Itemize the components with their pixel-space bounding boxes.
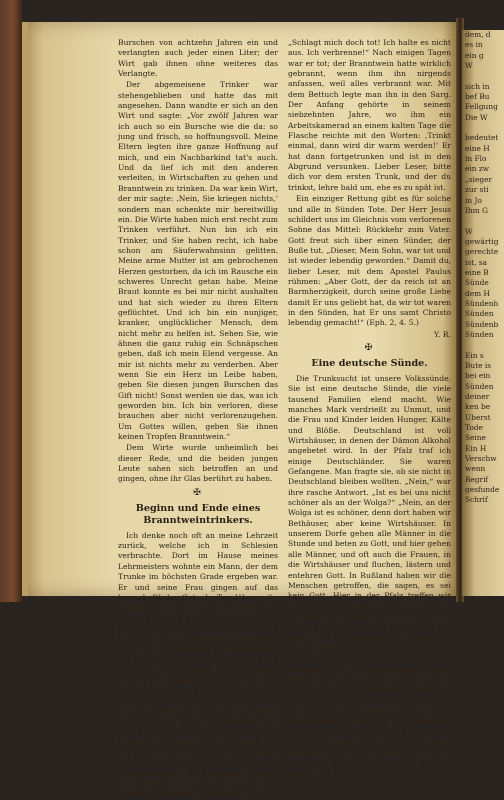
right-page-text-fragment: gerechte	[465, 247, 499, 257]
right-page-text-fragment: Ein s	[465, 350, 484, 360]
text-paragraph: „Schlagt mich doch tot! Ich halte es nicht aus. Ich verbrenne!“ Nach einigen Tagen war er tot; der Branntwein hatte wirklich gebrannt, wenn ihm ihn nirgends anfassen, weil alles verbrannt war. Mit dem Bettuch legte man ihn in den Sarg. Der Anfang gehörte in seinem siebzehnten Jahre, wo ihm ein Arbeitskamerad an einem kalten Tage die Flasche reichte mit den Worten: ‚Trinkt einmal, dann wird dir warm werden!‘ Er hat dann fortgetrunken und ist in den Abgrund versunken. Lieber Leser, bitte dich vor dem ersten Trunk, und der du trinkst, lehre bald um, ehe es zu spät ist.	[288, 38, 451, 192]
right-page-text-fragment: Sündenb	[465, 319, 499, 329]
right-page-text-fragment: zur sti	[465, 185, 489, 195]
right-page-text-fragment: Sünden	[465, 381, 494, 391]
text-paragraph: Ob es ein Verbrechen, daß in Deutschland so viel Geld zum Vermögen gegeben werden ist. Die Mütter und Kinder hungern, und die Trinker berauschen sich mit dem Brote der Armen. O, welche Schande! Wie feierlich spricht der Prophet: „Wehe	[288, 706, 451, 779]
text-paragraph: Burschen von achtzehn Jahren ein und verlangten auch jeder einen Liter; der Wirt gab ihnen ohne weiteres das Verlangte.	[118, 38, 278, 79]
right-page-text-fragment	[462, 216, 504, 226]
book-cover-edge	[0, 0, 22, 602]
author-signature: Y. R.	[434, 329, 451, 339]
section-separator: ✠	[193, 487, 203, 498]
right-page-text-fragment: ein zw	[465, 164, 490, 174]
right-page-text-fragment: Die W	[465, 112, 488, 122]
page-edge-strip	[22, 22, 28, 596]
right-page-text-fragment: deiner	[465, 392, 490, 402]
right-page-text-fragment: es in	[465, 40, 483, 50]
right-page-text-fragment: Sünden	[465, 309, 494, 319]
right-page-text-fragment: Ihm G	[465, 205, 488, 215]
right-page-text-fragment: Sündenh	[465, 298, 499, 308]
text-paragraph: Die Trunksucht ist unsere Volkssünde. Sie ist eine deutsche Sünde, die viele tausend Familien elend macht. Wie manches Mark verdrießt zu Unmut, und die Frau und Kinder leiden Hunger, Kälte und Blöße. Deutschland ist voll Wirtshäuser, in denen der Dämon Alkohol angebetet wird. In der Pfalz traf ich einige Deutschländer. Sie waren Gefangene. Man fragte sie, ob sie nicht in Deutschland bleiben wollten. „Nein,“ war ihre rasche Antwort. „Ist es bei uns nicht schöner als an der Wolga?“ „Nein, an der Wolga ist es schöner, denn dort haben wir Bethäuser, aber keine Wirtshäuser. In unserem Dorfe gehen alle Männer in die Stunde und beten zu Gott, und hier gehen alle Männer, und oft auch die Frauen, in die Wirtshäuser und fluchen, lästern und entehren Gott. In Rußland haben wir die Menschen getroffen, die sagen, es sei kein Gott. Hier in der Pfalz treffen wir Leute, die verlachen Gebet und Bibellesen und sagen, es sei kein Gott. Unter diesem Volke, das keinen Gott hat und in den Wirtshäusern lebt, wollen wir nicht wohnen.“	[288, 373, 451, 652]
right-page-text-fragment: ken be	[465, 402, 491, 412]
text-paragraph: Ich denke noch oft an meine Lehrzeit zurück, welche ich in Schlesien verbrachte. Dort im Hause meines Lehrmeisters wohnte ein Mann, der dem Trunke im höchsten Grade ergeben war. Er und seine Frau gingen auf das herrschaftliche Gut als Tagelöhner, ihr einziges Kind mußte inzwischen bei anderen Leuten untergebracht werden. Die Frau mußte vor ihrem Manne allen Keller, Stall und Wohnung verschließen; nicht war ihm zu gering oder zu wertvoll, um es für Branntwein herzugeben. Noch oft sehe ich die Tränen der Frau, wenn es ihm doch gelungen war, die Tür zu erbrechen oder durchs Fenster zu steigen, um irgend etwas zu erhaschen, selbst die Betten gab er für das Getränk dahin. Wie es kurz zu bezeichnen: So war ein schrecklichst Elend in dieser Familie. Da wurde der Mann krank und lag zu Bette, und nach einigen Tagen starb er unter seiner Frau im Säuferwahnsinn. Wir Lehrlinge schliefen über seiner Wohnung, da hörten wir zu unserem Entsetzen ihn überlaut bitten:	[118, 530, 278, 799]
right-page-text-fragment: Sünden	[465, 329, 494, 339]
right-page-text-fragment: Fellgung	[465, 102, 498, 112]
right-page-text-fragment: eine H	[465, 143, 490, 153]
right-page-text-fragment	[462, 123, 504, 133]
middle-text-column	[288, 38, 451, 779]
right-page-text-fragment: Tode	[465, 423, 483, 433]
right-page-text-fragment: dem, d	[465, 30, 491, 39]
text-paragraph: Welchen Vaterlandsfreund muß diese Geständnis der Kriegsgefangenen nicht weh tun! Gott sei es geklagt, unser Volk ist an den Trunk verkauft. Durch den Alkohol bekundet sich der Deutsche.	[288, 654, 451, 705]
right-page-text-fragment: Schrif	[465, 495, 488, 505]
right-page-text-fragment: „sieger	[465, 174, 492, 184]
left-text-column	[118, 38, 278, 799]
right-page-text-fragment: W	[465, 226, 473, 236]
right-page-text-fragment: in Flo	[465, 154, 487, 164]
right-page-text-fragment	[462, 340, 504, 350]
right-page-text-fragment: gesfunde	[465, 485, 500, 495]
right-page-text-fragment: Sünde	[465, 278, 489, 288]
right-page-text-fragment: in Jo	[465, 195, 482, 205]
right-page-text-fragment: Begrif	[465, 474, 489, 484]
right-page-text-fragment: gewärtig	[465, 236, 499, 246]
right-page-text-fragment: bei ein	[465, 371, 491, 381]
section-heading: Eine deutsche Sünde.	[311, 357, 428, 369]
section-separator: ✠	[364, 342, 375, 353]
right-page-text-fragment: Uberst	[465, 412, 491, 422]
text-paragraph: Der abgemeisene Trinker war stehengeblieben und hatte das mit angesehen. Dann wandte er sich an den Wirt und sagte: „Vor zwölf Jahren war ich auch so ein Bursche wie die da: so jung und frisch, so hoffnungsvoll. Meine Eltern legten ihre ganze Hoffnung auf mich, und ein Nachbarkind tat's auch. Und da lief ich mit den anderen verleiten, in Wirtschaften zu gehen und Branntwein zu trinken. Da war kein Wirt, der mir sagte: ‚Nein, Sie kriegen nichts,‘ sondern man schenkte mir bereitwillig ein. Die Wirte haben mich erst recht zum Trinken verführt. Nun bin ich ein Trinker, und Sie haben recht, ich habe schon am Säuferwahnsinn gelitten. Meine arme Mutter ist am gebrochenen Herzen gestorben, da ich im Rausche ein schweres Unrecht getan habe. Meine Braut konnte es bei mir nicht aushalten und hat sich wieder zu ihren Eltern geflüchtet. Und ich bin ein nunjiger, kranker, unglücklicher Mensch, dem nicht mehr zu helfen ist. Sehen Sie, wie ähnen die ganz ruhig ein Schnäpschen geben, daß ich mein Elend vergesse. An mir ist nichts mehr zu verderben. Aber wenn Sie ein Herz im Leibe haben, geben Sie diesen jungen Burschen das Gift nicht! Sonst werden sie das, was ich geworden bin. Ich bin verloren, diese brauchen aber nicht verlorenzugehen. Um Gottes willen, geben Sie ihnen keinen Tropfen Branntwein.“	[118, 80, 278, 442]
right-page-text-fragment: bef Bu	[465, 92, 490, 102]
right-page-text-fragment: Bute is	[465, 361, 492, 370]
right-page-text-fragment: Ein H	[465, 443, 487, 453]
right-page-text-fragment: dem H	[465, 288, 490, 298]
right-page-text-fragment: sich in	[465, 81, 490, 91]
right-page	[462, 30, 504, 596]
right-page-text-fragment: Verschw	[465, 454, 497, 464]
right-page-text-fragment: eine B	[465, 267, 489, 277]
right-page-text-fragment: Seine	[465, 433, 486, 443]
right-page-text-fragment: bedeutet	[465, 133, 499, 143]
right-page-text-fragment	[462, 71, 504, 81]
right-page-text-fragment: ist, sa	[465, 257, 488, 267]
right-page-text-fragment: W	[465, 61, 473, 71]
text-paragraph: Dem Wirte wurde unheimlich bei dieser Rede, und die beiden jungen Leute sahen sich betroffen an und gingen, ohne ihr Glas berührt zu haben.	[118, 443, 278, 484]
text-paragraph: Ein einziger Rettung gibt es für solche und alle in Sünden Tote. Der Herr Jesus schildert uns im Gleichnis vom verlorenen Sohne das Mittel: Rückkehr zum Vater. Gott freut sich über einen Sünder, der Buße tut. „Dieser, Mein Sohn, war tot und ist wieder lebendig geworden.“ Damit du, lieber Leser, mit dem Apostel Paulus rühmen: „Aber Gott, der da reich ist an Barmherzigkeit, durch seine große Liebe damit Er uns geliebt hat, da wir tot waren in den Sünden, hat Er uns samt Christo lebendig gemacht!“ (Eph. 2, 4. 5.)	[288, 194, 451, 328]
right-page-text-fragment: ein g	[465, 50, 484, 60]
section-heading: Beginn und Ende eines Branntweintrinkers.	[135, 502, 261, 526]
right-page-text-fragment: wenn	[465, 464, 486, 474]
